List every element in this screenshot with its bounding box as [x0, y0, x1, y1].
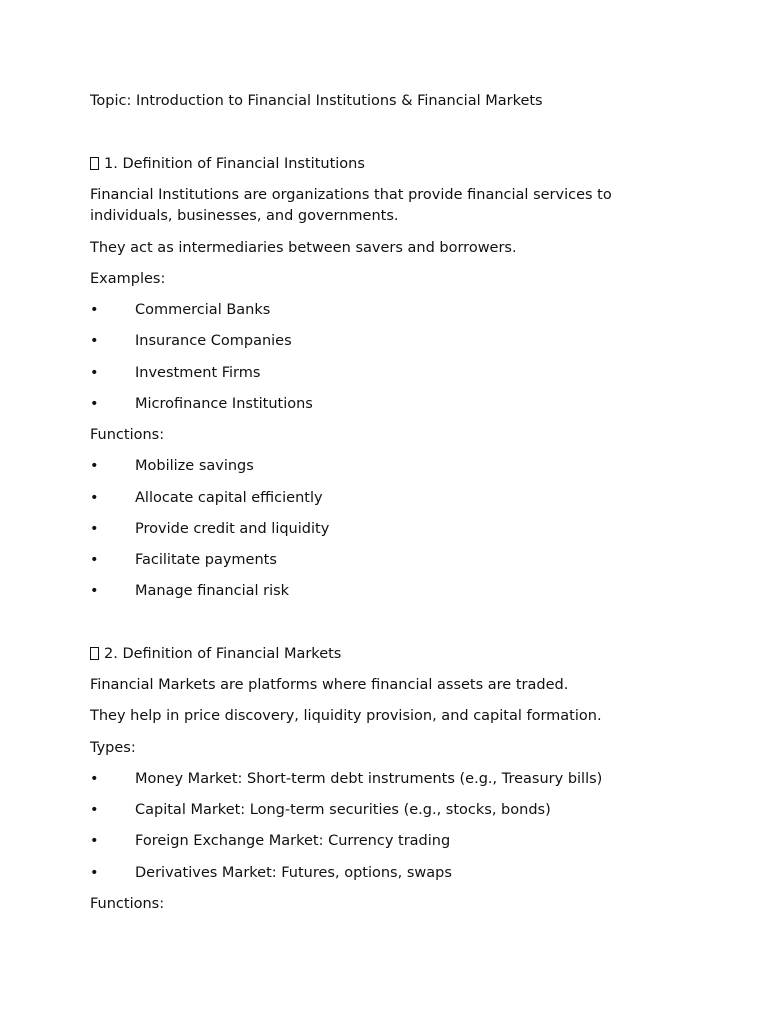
bullet-icon: •: [90, 302, 99, 318]
list-item: • Capital Market: Long-term securities (e.g., stocks, bonds): [90, 800, 551, 821]
bullet-icon: •: [90, 833, 99, 849]
section1-role: They act as intermediaries between savers and borrowers.: [90, 240, 517, 256]
examples-label: Examples:: [90, 271, 166, 287]
list-item: • Insurance Companies: [90, 331, 292, 352]
bullet-icon: •: [90, 333, 99, 349]
section2-functions-label: Functions:: [90, 896, 165, 912]
bullet-icon: •: [90, 802, 99, 818]
section2-heading: [90, 644, 341, 665]
section2-heading-text: 2. Definition of Financial Markets: [104, 646, 342, 662]
functions-label: Functions:: [90, 427, 165, 443]
section1-definition: Financial Institutions are organizations that provide financial services to individuals, businesses, and governments.: [90, 187, 612, 224]
list-item: • Foreign Exchange Market: Currency trading: [90, 831, 450, 852]
list-item: • Money Market: Short-term debt instruments (e.g., Treasury bills): [90, 769, 602, 790]
list-item: • Mobilize savings: [90, 456, 254, 477]
bullet-icon: •: [90, 490, 99, 506]
bullet-icon: •: [90, 865, 99, 881]
list-item: • Microfinance Institutions: [90, 394, 313, 415]
list-item: • Derivatives Market: Futures, options, swaps: [90, 863, 452, 884]
section2-definition: Financial Markets are platforms where financial assets are traded.: [90, 677, 569, 693]
list-item: • Provide credit and liquidity: [90, 519, 329, 540]
topic-line: Topic: Introduction to Financial Institutions & Financial Markets: [90, 93, 543, 109]
list-item: • Investment Firms: [90, 363, 260, 384]
types-label: Types:: [90, 740, 136, 756]
bullet-icon: •: [90, 396, 99, 412]
bullet-icon: •: [90, 365, 99, 381]
missing-glyph-icon: [90, 157, 99, 170]
list-item: • Commercial Banks: [90, 300, 270, 321]
bullet-icon: •: [90, 583, 99, 599]
list-item: • Allocate capital efficiently: [90, 488, 323, 509]
missing-glyph-icon: [90, 647, 99, 660]
bullet-icon: •: [90, 458, 99, 474]
bullet-icon: •: [90, 552, 99, 568]
list-item: • Manage financial risk: [90, 581, 289, 602]
section2-role: They help in price discovery, liquidity provision, and capital formation.: [90, 708, 602, 724]
list-item: • Facilitate payments: [90, 550, 277, 571]
bullet-icon: •: [90, 771, 99, 787]
section1-heading-text: 1. Definition of Financial Institutions: [104, 156, 365, 172]
bullet-icon: •: [90, 521, 99, 537]
section1-heading: [90, 154, 365, 175]
